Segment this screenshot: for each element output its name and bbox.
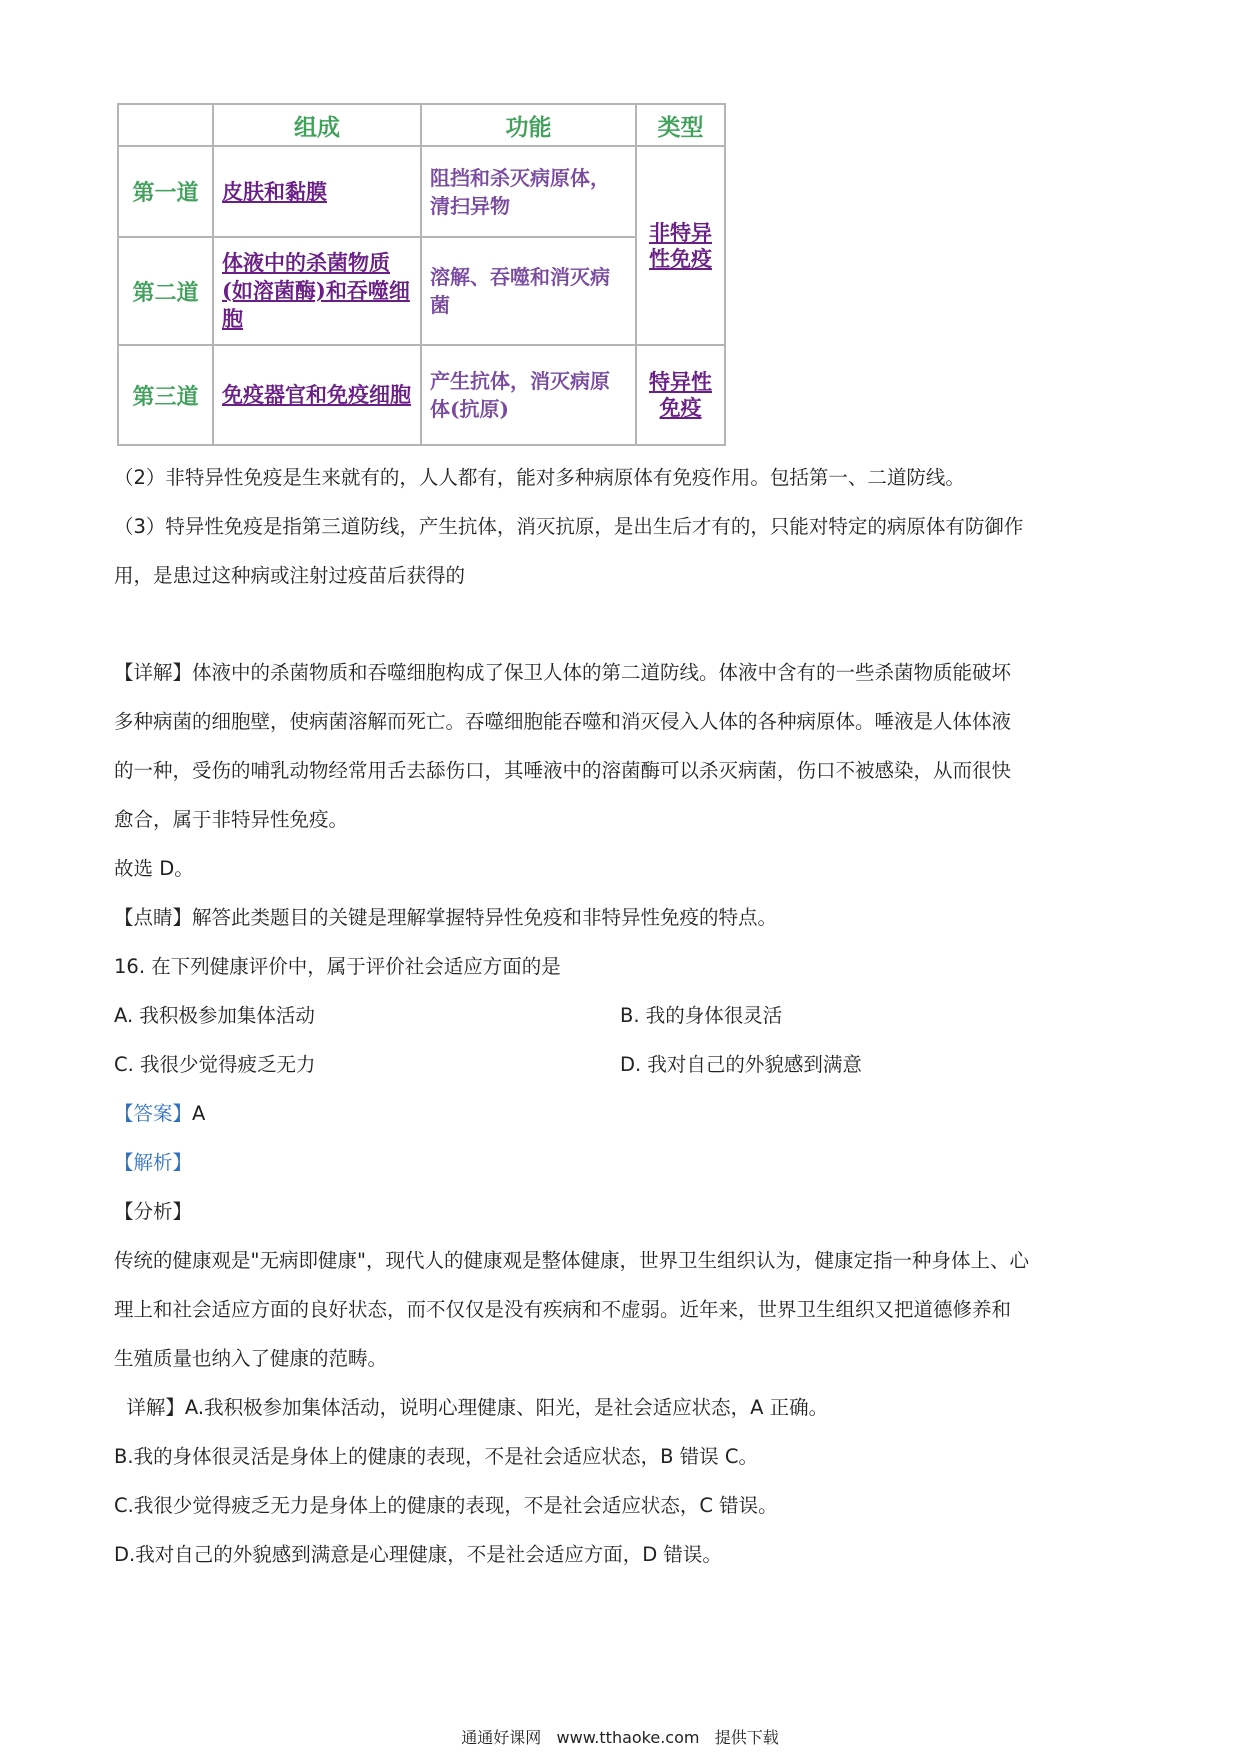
- footer-site-name: 通通好课网: [461, 1728, 542, 1747]
- explain-line3: C.我很少觉得疲乏无力是身体上的健康的表现，不是社会适应状态，C 错误。: [114, 1494, 778, 1517]
- row-third-line-composition: 免疫器官和免疫细胞: [213, 345, 421, 445]
- table-row: [118, 237, 725, 345]
- row-first-line-name: 第一道: [118, 146, 213, 237]
- tip-line: 【点睛】解答此类题目的关键是理解掌握特异性免疫和非特异性免疫的特点。: [114, 906, 778, 929]
- table-header-function: 功能: [421, 104, 636, 146]
- analysis-line1: 传统的健康观是"无病即健康"，现代人的健康观是整体健康，世界卫生组织认为，健康定指一种身体上、心: [114, 1249, 1029, 1272]
- table-row: [118, 345, 725, 445]
- answer-label: 【答案】: [114, 1102, 193, 1125]
- paragraph-specific-line2: 用，是患过这种病或注射过疫苗后获得的: [114, 564, 466, 587]
- page-footer: [0, 1725, 1240, 1748]
- footer-note: 提供下载: [714, 1728, 779, 1747]
- answer-line: [114, 1089, 1134, 1138]
- question-16: 16. 在下列健康评价中，属于评价社会适应方面的是: [114, 955, 561, 978]
- immune-defense-table: [117, 103, 726, 446]
- detail-line3: 的一种，受伤的哺乳动物经常用舌去舔伤口，其唾液中的溶菌酶可以杀灭病菌，伤口不被感染，从而很快: [114, 759, 1012, 782]
- explain-line1: 详解】A.我积极参加集体活动，说明心理健康、阳光，是社会适应状态，A 正确。: [114, 1396, 829, 1419]
- row-first-line-function: 阻挡和杀灭病原体，清扫异物: [421, 146, 636, 237]
- option-d: D. 我对自己的外貌感到满意: [620, 1053, 862, 1076]
- footer-url[interactable]: www.tthaoke.com: [556, 1728, 700, 1747]
- analysis-label: 【解析】: [114, 1151, 193, 1174]
- table-header-type: 类型: [636, 104, 725, 146]
- option-a: A. 我积极参加集体活动: [114, 1004, 315, 1027]
- detail-line4: 愈合，属于非特异性免疫。: [114, 808, 349, 831]
- choose-answer: 故选 D。: [114, 857, 194, 880]
- table-header-composition: 组成: [213, 104, 421, 146]
- type-specific-text: 特异性免疫: [649, 369, 712, 420]
- row-second-line-composition: 体液中的杀菌物质(如溶菌酶)和吞噬细胞: [213, 237, 421, 345]
- row-first-line-composition: 皮肤和黏膜: [213, 146, 421, 237]
- row-third-line-name: 第三道: [118, 345, 213, 445]
- analysis-line2: 理上和社会适应方面的良好状态，而不仅仅是没有疾病和不虚弱。近年来，世界卫生组织又把道德修养和: [114, 1298, 1012, 1321]
- table-row: [118, 146, 725, 237]
- detail-line1: 【详解】体液中的杀菌物质和吞噬细胞构成了保卫人体的第二道防线。体液中含有的一些杀菌物质能破坏: [114, 661, 1012, 684]
- table-header-blank: [118, 104, 213, 146]
- answer-value: A: [192, 1102, 206, 1125]
- type-specific-cell: [636, 345, 725, 445]
- row-third-line-function: 产生抗体，消灭病原体(抗原): [421, 345, 636, 445]
- paragraph-nonspecific: （2）非特异性免疫是生来就有的，人人都有，能对多种病原体有免疫作用。包括第一、二道防线。: [114, 466, 965, 489]
- explain-line4: D.我对自己的外貌感到满意是心理健康，不是社会适应方面，D 错误。: [114, 1543, 722, 1566]
- explain-line2: B.我的身体很灵活是身体上的健康的表现，不是社会适应状态，B 错误 C。: [114, 1445, 758, 1468]
- fenxi-label: 【分析】: [114, 1200, 193, 1223]
- type-nonspecific-cell: [636, 146, 725, 345]
- row-second-line-name: 第二道: [118, 237, 213, 345]
- analysis-line3: 生殖质量也纳入了健康的范畴。: [114, 1347, 388, 1370]
- type-nonspecific-text: 非特异性免疫: [649, 219, 712, 271]
- option-c: C. 我很少觉得疲乏无力: [114, 1053, 316, 1076]
- row-second-line-function: 溶解、吞噬和消灭病菌: [421, 237, 636, 345]
- detail-line2: 多种病菌的细胞壁，使病菌溶解而死亡。吞噬细胞能吞噬和消灭侵入人体的各种病原体。唾液是人体体液: [114, 710, 1012, 733]
- paragraph-specific-line1: （3）特异性免疫是指第三道防线，产生抗体，消灭抗原，是出生后才有的，只能对特定的病原体有防御作: [114, 515, 1024, 538]
- table-header-row: [118, 104, 725, 146]
- option-b: B. 我的身体很灵活: [620, 1004, 783, 1027]
